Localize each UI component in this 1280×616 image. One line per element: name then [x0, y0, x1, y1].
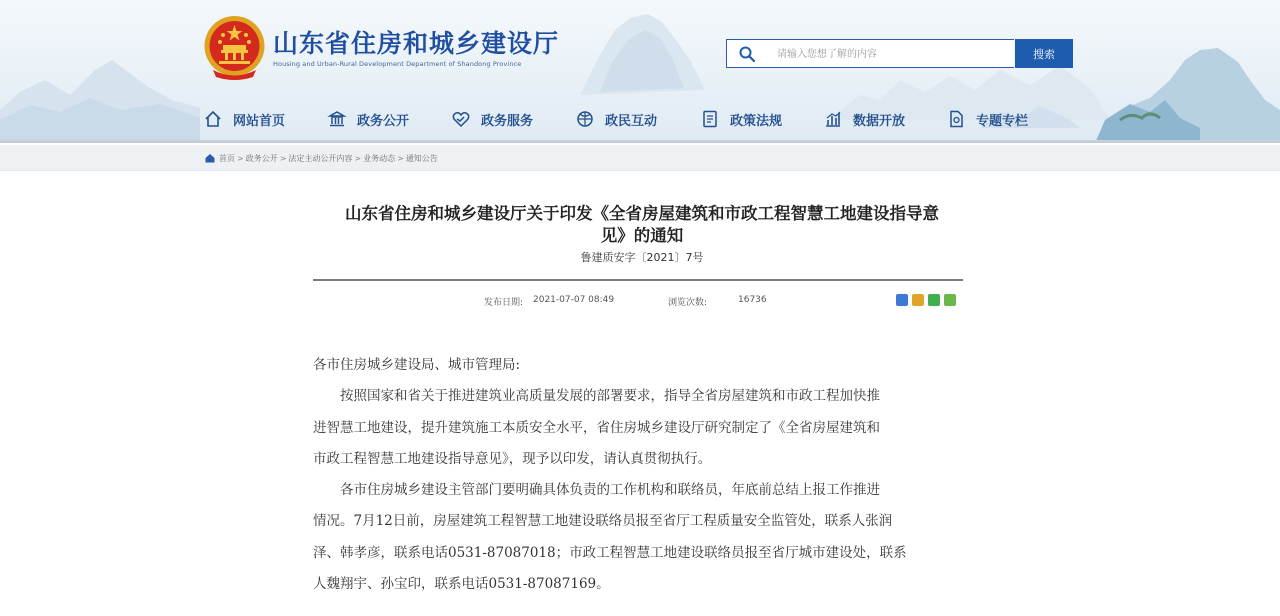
title-divider	[313, 279, 963, 281]
search-input[interactable]	[777, 44, 1007, 64]
publish-date-label: 发布日期:	[484, 298, 524, 308]
nav-item-data[interactable]	[823, 105, 905, 133]
share-wechat-icon[interactable]	[928, 294, 940, 306]
building-icon	[327, 109, 347, 129]
publish-date: 2021-07-07 08:49	[533, 295, 615, 305]
nav-item-gov-service[interactable]	[451, 105, 533, 133]
body-line: 市政工程智慧工地建设指导意见》，现予以印发，请认真贯彻执行。	[313, 450, 712, 467]
breadcrumb-bar	[0, 145, 1280, 171]
header-divider	[0, 140, 1280, 143]
search-icon	[739, 46, 755, 62]
article-title-line: 见》的通知	[600, 226, 684, 245]
body-line: 各市住房城乡建设局、城市管理局:	[313, 357, 521, 373]
share-qzone-icon[interactable]	[896, 294, 908, 306]
body-line: 泽、韩孝彦，联系电话0531-87087018；市政工程智慧工地建设联络员报至省厅城市建设处，联系	[313, 544, 907, 561]
breadcrumb	[205, 152, 438, 164]
article-title	[312, 203, 972, 247]
search-button[interactable]: 搜索	[1015, 39, 1073, 68]
site-header	[0, 0, 1280, 143]
nav-item-label: 政民互动	[605, 113, 658, 129]
breadcrumb-link-statutory[interactable]: 法定主动公开内容	[288, 153, 353, 163]
breadcrumb-separator: >	[279, 153, 287, 163]
breadcrumb-link-notices[interactable]: 通知公告	[405, 153, 438, 163]
breadcrumb-link-home[interactable]: 首页	[219, 153, 235, 163]
service-icon	[451, 109, 471, 129]
nav-item-policy[interactable]	[700, 105, 782, 133]
nav-item-label: 数据开放	[853, 113, 906, 129]
nav-item-interaction[interactable]	[575, 105, 657, 133]
interaction-icon	[575, 109, 595, 129]
nav-item-label: 政策法规	[730, 113, 783, 129]
breadcrumb-separator: >	[354, 153, 362, 163]
topic-icon	[946, 109, 966, 129]
article-title-line: 山东省住房和城乡建设厅关于印发《全省房屋建筑和市政工程智慧工地建设指导意	[345, 204, 939, 223]
nav-item-label: 网站首页	[233, 113, 286, 129]
home-icon	[205, 153, 215, 163]
breadcrumb-separator: >	[397, 153, 404, 163]
nav-item-gov-affairs[interactable]	[327, 105, 409, 133]
nav-item-label: 专题专栏	[976, 113, 1029, 129]
body-line: 各市住房城乡建设主管部门要明确具体负责的工作机构和联络员，年底前总结上报工作推进	[313, 482, 880, 499]
body-line: 人魏翔宇、孙宝印，联系电话0531-87087169。	[313, 576, 610, 593]
site-title[interactable]: 山东省住房和城乡建设厅	[273, 29, 560, 58]
body-line: 按照国家和省关于推进建筑业高质量发展的部署要求，指导全省房屋建筑和市政工程加快推	[313, 388, 880, 405]
nav-item-home[interactable]	[203, 105, 285, 133]
site-subtitle: Housing and Urban-Rural Development Department of Shandong Province	[273, 60, 522, 68]
share-icons	[896, 294, 956, 306]
nav-item-label: 政务服务	[481, 113, 534, 129]
article-body	[313, 350, 968, 600]
home-icon	[203, 109, 223, 129]
breadcrumb-link-gov-affairs[interactable]: 政务公开	[245, 153, 278, 163]
policy-icon	[700, 109, 720, 129]
national-emblem-icon	[203, 15, 266, 81]
view-count-label: 浏览次数:	[668, 298, 708, 308]
nav-item-topics[interactable]	[946, 105, 1028, 133]
breadcrumb-link-business-news[interactable]: 业务动态	[363, 153, 396, 163]
breadcrumb-separator: >	[237, 153, 244, 163]
share-weibo-icon[interactable]	[912, 294, 924, 306]
share-other-icon[interactable]	[944, 294, 956, 306]
body-line: 进智慧工地建设，提升建筑施工本质安全水平，省住房城乡建设厅研究制定了《全省房屋建筑和	[313, 419, 880, 436]
search-box	[726, 39, 1014, 68]
document-number: 鲁建质安字〔2021〕7号	[580, 251, 704, 264]
body-line: 情况。7月12日前，房屋建筑工程智慧工地建设联络员报至省厅工程质量安全监管处，联系人张润	[313, 513, 893, 530]
data-icon	[823, 109, 843, 129]
view-count: 16736	[738, 295, 767, 305]
nav-item-label: 政务公开	[357, 113, 410, 129]
